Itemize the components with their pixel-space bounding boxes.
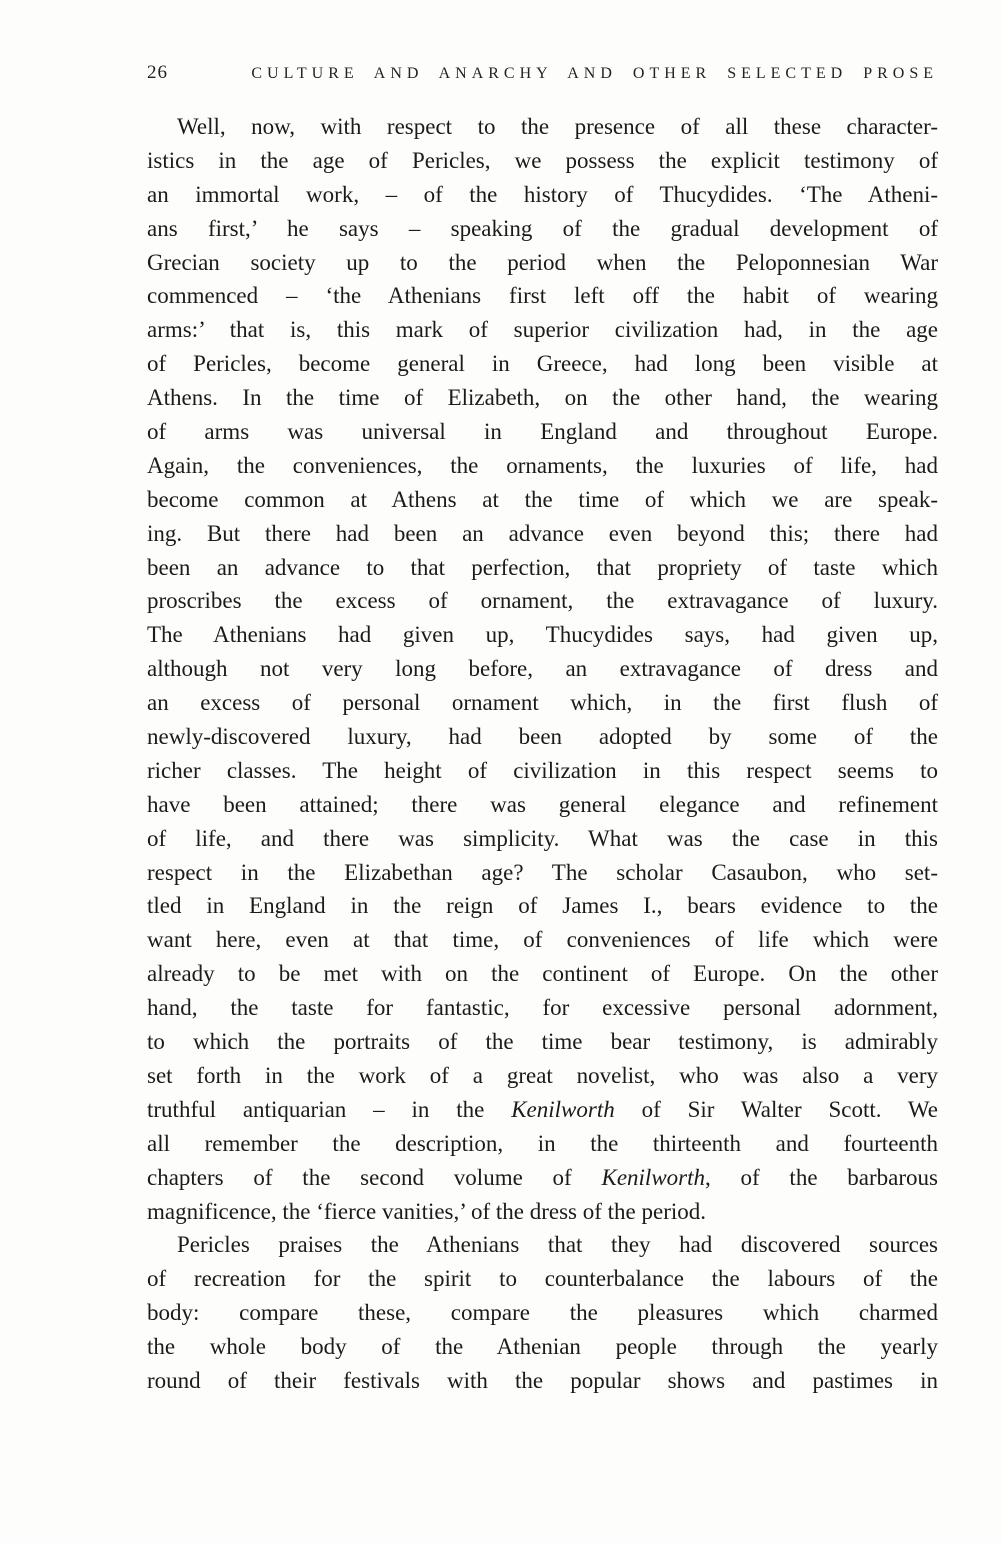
- text-line: have been attained; there was general elegance and refinement: [147, 791, 938, 817]
- text-line: although not very long before, an extravagance of dress and: [147, 656, 938, 682]
- text-line: respect in the Elizabethan age? The scholar Casaubon, who set-: [147, 859, 938, 885]
- italic-book-title: Kenilworth: [511, 1096, 615, 1122]
- text-line: ans first,’ he says – speaking of the gradual development of: [147, 215, 938, 241]
- text-line: ing. But there had been an advance even beyond this; there had: [147, 520, 938, 546]
- text-line: been an advance to that perfection, that propriety of taste which: [147, 554, 938, 580]
- text-line: richer classes. The height of civilization in this respect seems to: [147, 757, 938, 783]
- text-line: all remember the description, in the thirteenth and fourteenth: [147, 1130, 938, 1156]
- running-header: [147, 62, 938, 84]
- text-line: Athens. In the time of Elizabeth, on the other hand, the wearing: [147, 385, 938, 411]
- text-block: [147, 110, 938, 1398]
- text-line: tled in England in the reign of James I., bears evidence to the: [147, 893, 938, 919]
- text-line: Pericles praises the Athenians that they had discovered sources: [177, 1232, 938, 1258]
- italic-book-title: Kenilworth: [601, 1164, 705, 1190]
- text-line: set forth in the work of a great novelist, who was also a very: [147, 1062, 938, 1088]
- text-line: hand, the taste for fantastic, for excessive personal adornment,: [147, 995, 938, 1021]
- text-line: want here, even at that time, of conveniences of life which were: [147, 927, 938, 953]
- text-line: commenced – ‘the Athenians first left off the habit of wearing: [147, 283, 938, 309]
- text-line: the whole body of the Athenian people through the yearly: [147, 1334, 938, 1360]
- text-line: chapters of the second volume of Kenilworth, of the barbarous: [147, 1164, 938, 1190]
- text-line: an excess of personal ornament which, in the first flush of: [147, 690, 938, 716]
- text-line: magnificence, the ‘fierce vanities,’ of the dress of the period.: [147, 1198, 706, 1224]
- text-line: Well, now, with respect to the presence of all these character-: [177, 114, 938, 139]
- text-line: The Athenians had given up, Thucydides says, had given up,: [147, 622, 938, 648]
- text-line: arms:’ that is, this mark of superior civilization had, in the age: [147, 317, 938, 343]
- text-line: newly-discovered luxury, had been adopted by some of the: [147, 724, 938, 750]
- text-line: of Pericles, become general in Greece, had long been visible at: [147, 351, 938, 377]
- text-line: become common at Athens at the time of which we are speak-: [147, 486, 938, 512]
- text-line: of life, and there was simplicity. What was the case in this: [147, 825, 938, 851]
- text-line: to which the portraits of the time bear testimony, is admirably: [147, 1029, 938, 1055]
- text-line: truthful antiquarian – in the Kenilworth of Sir Walter Scott. We: [147, 1096, 939, 1122]
- text-line: istics in the age of Pericles, we possess the explicit testimony of: [147, 147, 938, 173]
- text-line: Grecian society up to the period when the Peloponnesian War: [147, 249, 938, 275]
- running-title: CULTURE AND ANARCHY AND OTHER SELECTED PROSE: [251, 65, 938, 82]
- text-line: Again, the conveniences, the ornaments, the luxuries of life, had: [147, 452, 938, 478]
- text-line: round of their festivals with the popular shows and pastimes in: [147, 1367, 938, 1393]
- text-line: of recreation for the spirit to counterbalance the labours of the: [147, 1266, 938, 1292]
- text-line: of arms was universal in England and throughout Europe.: [147, 419, 938, 445]
- page-number: 26: [147, 62, 168, 83]
- text-line: body: compare these, compare the pleasures which charmed: [147, 1300, 938, 1326]
- text-line: proscribes the excess of ornament, the extravagance of luxury.: [147, 588, 938, 614]
- text-line: an immortal work, – of the history of Thucydides. ‘The Atheni-: [147, 181, 938, 207]
- text-line: already to be met with on the continent of Europe. On the other: [147, 961, 938, 987]
